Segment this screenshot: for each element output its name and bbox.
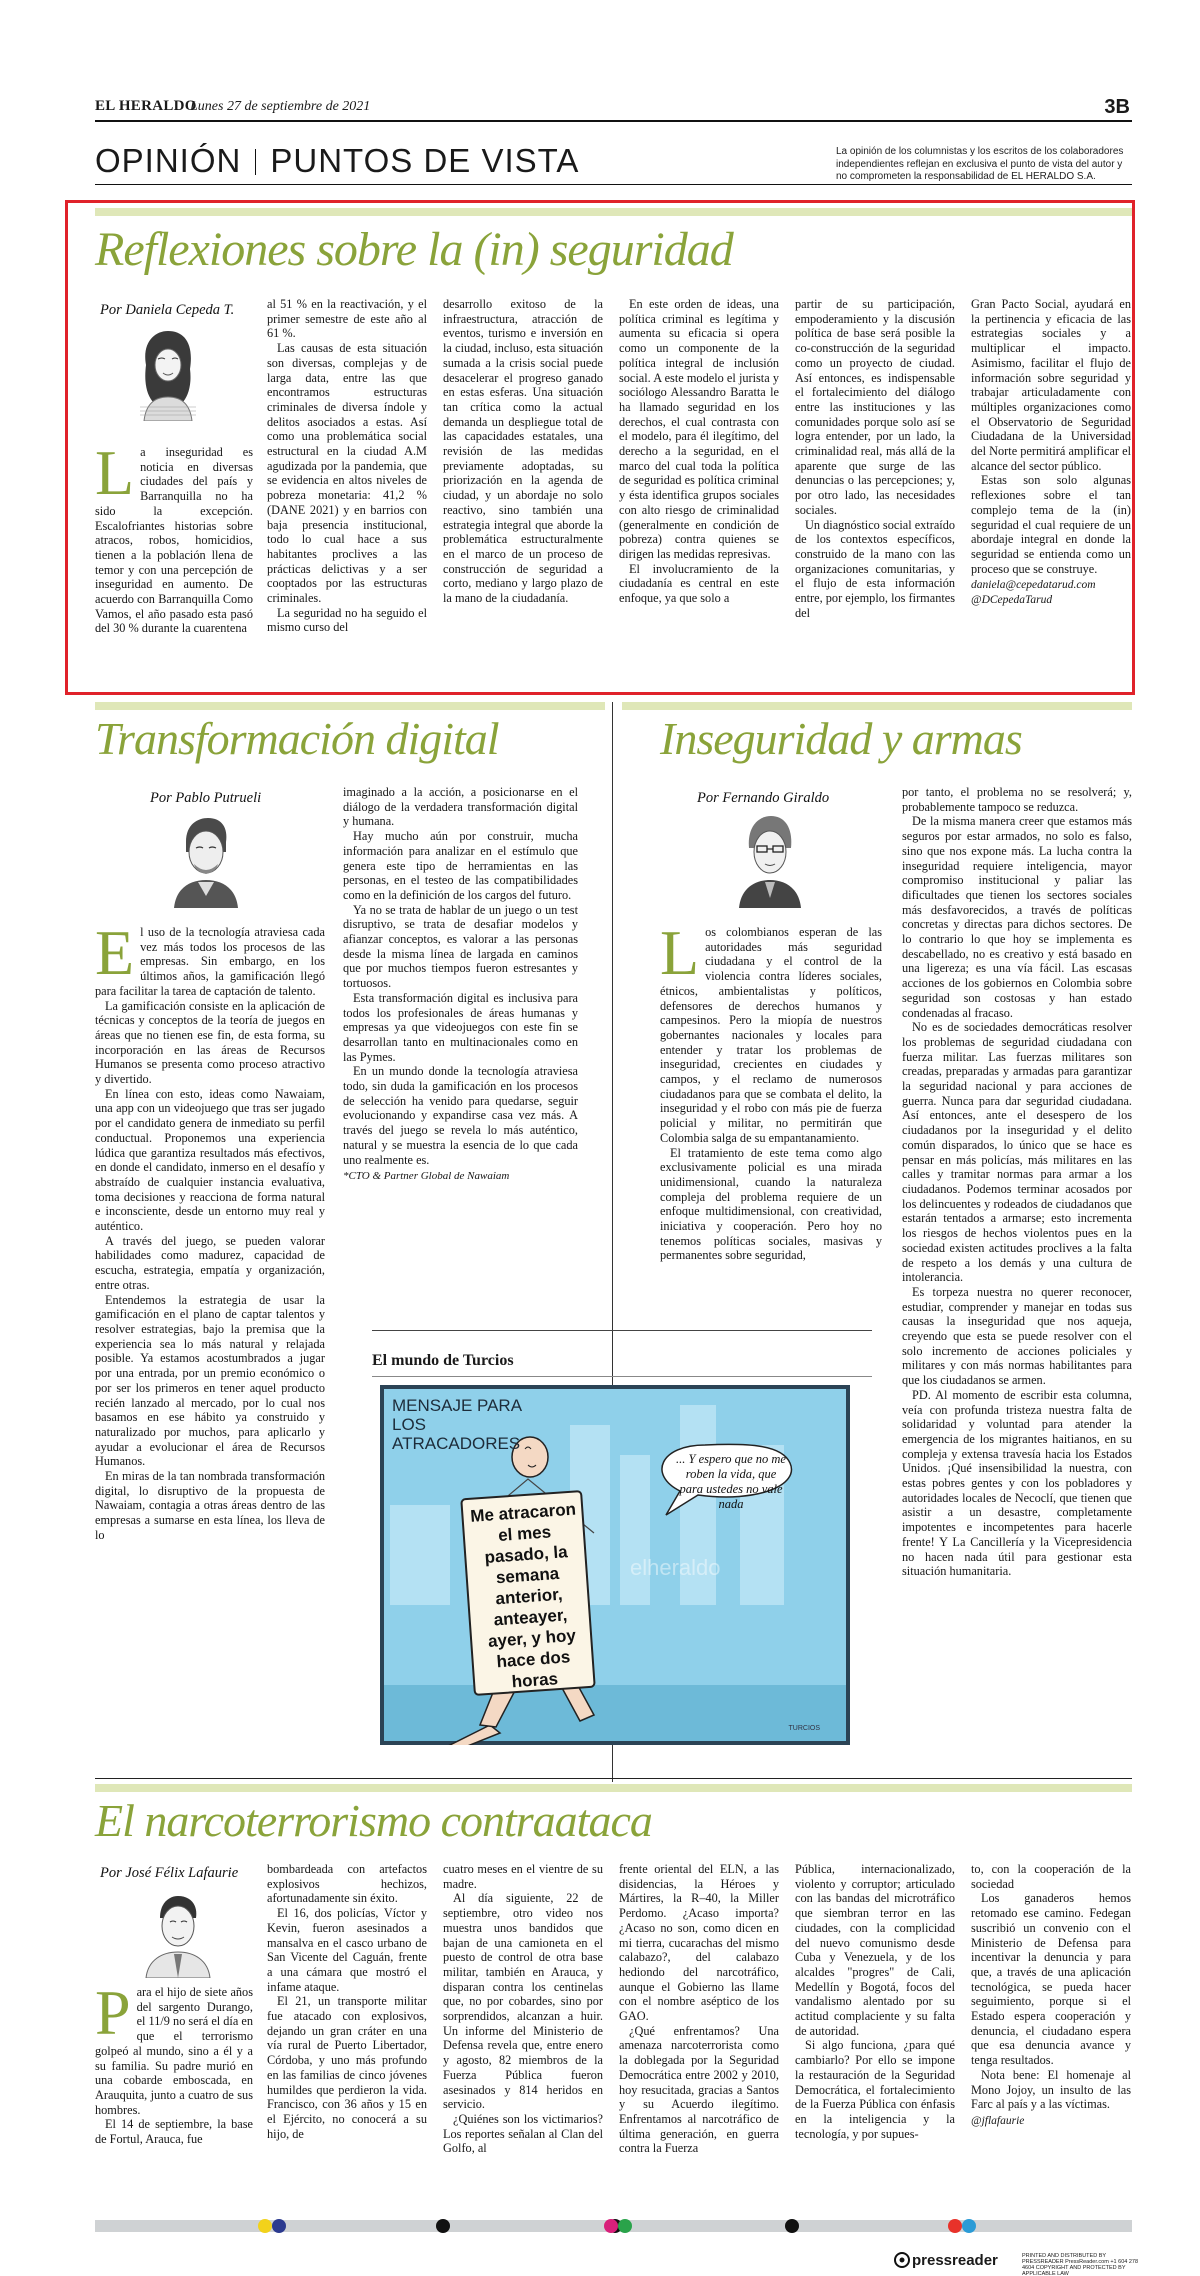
author-portrait-icon xyxy=(142,1888,214,1978)
paragraph: Las causas de esta situación son diversas, complejas y de larga data, entre las que encontramos estructuras criminales de diversa índole y delitos asociados a estas. Así como una problemática social estructural en la ciudad A.M agudizada por la pandemia, que se evidencia en altos niveles de pobreza monetaria: 41,2 % (DANE 2021) y en barrios con baja presencia institucional, todo lo cual hace a sus habitantes proclives a las prácticas delictivas y a ser cooptados por las estructuras criminales. xyxy=(267,341,427,606)
article-column-2 xyxy=(343,785,578,1325)
article-top-band xyxy=(95,208,1132,216)
article-column-5 xyxy=(795,297,955,685)
paragraph: ¿Quiénes son los victimarios? Los reportes señalan al Clan del Golfo, al xyxy=(443,2111,603,2156)
paragraph: En un mundo donde la tecnología atraviesa todo, sin duda la gamificación en los procesos de selección ha venido para quedarse, seguir evolucionando y expandirse casa vez más. A través del juego se revela lo más auténtico, natural y se muestra la esencia de lo que cada uno realmente es. xyxy=(343,1064,578,1167)
paragraph: frente oriental del ELN, a las disidencias, la Héroes y Mártires, la R–40, la Miller Perdomo. ¿Acaso importa? ¿Acaso no son, como dicen en mi tierra, cucarachas del mismo calabazo?, del calabazo hediondo del narcotráfico, aunque el Gobierno las llame con el nombre aséptico de los GAO. xyxy=(619,1862,779,2024)
article-top-band xyxy=(622,702,1132,710)
paragraph: desarrollo exitoso de la infraestructura, atracción de eventos, turismo e inversión en la ciudad, incluso, esta situación sumada a la crisis social puede desacelerar el progreso ganado en estas esferas. Una situación tan crítica como la actual demanda un despliegue total de las capacidades estatales, una revisión de las medidas previamente adoptadas, su priorización en la agenda de ciudad, y un abordaje no solo reactivo, sino también una estrategia integral que aborde la problemática estructuralmente en el marco de un proceso de construcción de seguridad a corto, mediano y largo plazo de la mano de la ciudadanía. xyxy=(443,297,603,606)
article-column-4 xyxy=(619,297,779,685)
article-column-4 xyxy=(619,1862,779,2210)
pressreader-brand: pressreader xyxy=(912,2252,998,2269)
paragraph: El 21, un transporte militar fue atacado con explosivos, dejando un gran cráter en una vía rural de Puerto Libertador, Córdoba, y uno más profundo en las familias de cinco jóvenes humildes que perdieron la vida. Francisco, con 36 años y 15 en el Ejército, no conocerá a su hijo, de xyxy=(267,1994,427,2141)
cartoon-top-rule xyxy=(372,1330,872,1331)
paragraph: ¿Qué enfrentamos? Una amenaza narcoterrorista como la doblegada por la Seguridad Democrática entre 2002 y 2010, hoy resucitada, gracias a Santos y su Acuerdo ilegítimo. Enfrentamos al narcotráfico de última generación, en guerra contra la Fuerza xyxy=(619,2023,779,2156)
newspaper-name: EL HERALDO xyxy=(95,98,197,114)
cartoon-header-text: MENSAJE PARA LOS ATRACADORES xyxy=(392,1396,522,1453)
paragraph: al 51 % en la reactivación, y el primer semestre de este año al 61 %. xyxy=(267,297,427,341)
section-title-puntos: PUNTOS DE VISTA xyxy=(270,142,580,179)
article-column-1 xyxy=(95,445,253,685)
registration-dot xyxy=(258,2219,272,2233)
registration-dot xyxy=(272,2219,286,2233)
registration-dot xyxy=(604,2219,618,2233)
paragraph: De la misma manera creer que estamos más seguros por estar armados, no solo es falso, sino que nos expone más. La lucha contra la inseguridad requiere inteligencia, mayor compromiso institucional y paliar las dificultades que tienen los sectores sociales más desfavorecidos, a través de políticas concretas y directas para dichos sectores. De lo contrario lo que hoy se implementa es descabellado, no es creativo y está basado en una ligereza; es una vía fácil. Las escasas acciones de los gobiernos en Colombia sobre seguridad son costosas y han estado condenadas al fracaso. xyxy=(902,814,1132,1020)
article-headline: Inseguridad y armas xyxy=(660,713,1022,764)
article-column-2 xyxy=(267,297,427,685)
paragraph: En miras de la tan nombrada transformación digital, lo disruptivo de la propuesta de Nawaiam, contagia a otras áreas dentro de las empresas a sumarse en esta línea, los lleva de lo xyxy=(95,1469,325,1542)
cartoon-label-rule xyxy=(372,1376,872,1377)
article-byline: Por Fernando Giraldo xyxy=(697,790,830,806)
article-top-band xyxy=(95,1784,1132,1792)
section-divider xyxy=(95,1778,1132,1779)
author-footnote: *CTO & Partner Global de Nawaiam xyxy=(343,1170,510,1183)
section-title-opinion: OPINIÓN xyxy=(95,142,242,179)
paragraph: El involucramiento de la ciudadanía es central en este enfoque, ya que solo a xyxy=(619,561,779,606)
author-handle[interactable]: @DCepedaTarud xyxy=(971,594,1053,607)
paragraph: Esta transformación digital es inclusiva para todos los profesionales de áreas humanas y empresas ya que videojuegos con este fin se desarrollan tanto en multinacionales como en las Pymes. xyxy=(343,990,578,1064)
paragraph: Es torpeza nuestra no querer reconocer, estudiar, comprender y manejar en todas sus causas la inseguridad que nos aqueja, creyendo que esta se puede resolver con el solo incremento de acciones policiales y militares y con más normas habilitantes para que los ciudadanos se armen. xyxy=(902,1284,1132,1388)
pressreader-fine-print: PRINTED AND DISTRIBUTED BY PRESSREADER PressReader.com +1 604 278 4604 COPYRIGHT AND PROTECTED BY APPLICABLE LAW xyxy=(1022,2253,1139,2276)
paragraph: partir de su participación, empoderamiento y la discusión política de base será posible la co-construcción de la seguridad como un proyecto de ciudad. Así entonces, es indispensable el fortalecimiento del diálogo entre las instituciones y las comunidades porque solo así se logra entender, por un lado, la criminalidad real, más allá de la aparente que surge de las denuncias o las percepciones; y, por otro lado, las necesidades sociales. xyxy=(795,297,955,517)
paragraph: Los ganaderos hemos retomado ese camino. Fedegan suscribió un convenio con el Ministerio de Defensa para incentivar la denuncia y para que, a través de una aplicación tecnológica, se pueda hacer seguimiento, porque si el Estado espera cooperación y denuncia, el ciudadano espera que esa denuncia avance y tenga resultados. xyxy=(971,1891,1131,2068)
paragraph: Entendemos la estrategia de usar la gamificación en el plano de captar talentos y resolver estrategias, bajo la premisa que la experiencia sea lo más natural y relajada posible. Ya estamos acostumbrados a jugar por una entrada, por un premio económico o por ser los primeros en tener aquel producto recién lanzado al mercado, por lo cual nos basamos en ese hábito ya construido y naturalizado por muchos, para aplicarlo y ayudar a evolucionar el área de Recursos Humanos. xyxy=(95,1292,325,1469)
article-column-6 xyxy=(971,297,1131,685)
drop-cap: P xyxy=(95,1985,131,2048)
paragraph: por tanto, el problema no se resolverá; y, probablemente tampoco se reduzca. xyxy=(902,785,1132,814)
paragraph: Al día siguiente, 22 de septiembre, otro video nos muestra unos bandidos que bajan de una camioneta en el puesto de control de otra base militar, también en Arauca, y disparan contra los centinelas que, no por cobardes, sino por sorprendidos, alcanzan a huir. Un informe del Ministerio de Defensa revela que, entre enero y agosto, 82 miembros de la Fuerza Pública fueron asesinados y 814 heridos en servicio. xyxy=(443,1891,603,2112)
cartoon-sign-text: Me atracaron el mes pasado, la semana anterior, anteayer, ayer, y hoy hace dos horas xyxy=(469,1499,577,1692)
paragraph: imaginado a la acción, a posicionarse en el diálogo de la verdadera transformación digital y humana. xyxy=(343,785,578,829)
drop-cap: L xyxy=(660,925,700,988)
paragraph: Estas son solo algunas reflexiones sobre el tan complejo tema de la (in) seguridad el cual requiere de un abordaje integral en donde la seguridad se entienda como un proceso que se construye. xyxy=(971,473,1131,576)
drop-cap: E xyxy=(95,925,135,988)
article-byline: Por Daniela Cepeda T. xyxy=(100,302,235,318)
article-column-1 xyxy=(660,925,882,1405)
registration-dot xyxy=(436,2219,450,2233)
paragraph: El 14 de septiembre, la base de Fortul, Arauca, fue xyxy=(95,2117,253,2147)
paragraph: ara el hijo de siete años del sargento Durango, el 11/9 no será el día en que el terrorismo golpeó al mundo, sino a él y a su familia. Su padre murió en una cobarde emboscada, en Arauquita, junto a cuatro de sus hombres. xyxy=(95,1985,253,2117)
paragraph: cuatro meses en el vientre de su madre. xyxy=(443,1862,603,1891)
paragraph: La seguridad no ha seguido el mismo curso del xyxy=(267,605,427,635)
paragraph: Ya no se trata de hablar de un juego o un test disruptivo, se trata de desafiar modelos y afianzar conceptos, es valorar a las personas desde la misma línea de largada en caminos que por muchos tiempos fueron estresantes y tortuosos. xyxy=(343,902,578,991)
paragraph: A través del juego, se pueden valorar habilidades como madurez, capacidad de escucha, estrategia, empatía y organización, entre otras. xyxy=(95,1233,325,1292)
cartoon-speech-bubble: ... Y espero que no me roben la vida, que para ustedes no vale nada xyxy=(676,1452,786,1511)
registration-dot xyxy=(948,2219,962,2233)
author-portrait-icon xyxy=(168,812,244,908)
article-headline: Reflexiones sobre la (in) seguridad xyxy=(95,223,733,276)
paragraph: En línea con esto, ideas como Nawaiam, una app con un videojuego que tras ser jugado por el candidato genera de inmediato su perfil conductual. Proponemos una experiencia lúdica que garantiza resultados más efectivos, en donde el candidato, inmerso en el desafío y abstraído de cualquier instancia evaluativa, toma decisiones y reacciona de forma natural e inconsciente, desde un entorno muy real y auténtico. xyxy=(95,1086,325,1234)
paragraph: os colombianos esperan de las autoridades más seguridad ciudadana y el control de la violencia contra líderes sociales, étnicos, ambientalistas y políticos, defensores de derechos humanos y campesinos. Pero la miopía de nuestros gobernantes nacionales y locales para entender y tratar los problemas de inseguridad, crecientes en ciudades y campos, y el reclamo de numerosos ciudadanos para que se combata el delito, la inseguridad y el robo con más pie de fuerza policial y militar, no permitirán que Colombia salga de su empantanamiento. xyxy=(660,925,882,1145)
article-column-2 xyxy=(902,785,1132,1755)
author-email[interactable]: daniela@cepedatarud.com xyxy=(971,579,1096,592)
section-rule xyxy=(95,184,1132,185)
section-title xyxy=(95,142,579,180)
masthead-rule xyxy=(95,120,1132,122)
cartoonist-signature: TURCIOS xyxy=(788,1725,820,1732)
author-portrait-icon xyxy=(735,812,805,908)
paragraph: No es de sociedades democráticas resolver los problemas de seguridad ciudadana con fuerza militar. Las fuerzas militares son creadas, preparadas y armadas para garantizar la seguridad nacional y para acciones de guerra. Nunca para dar seguridad ciudadana. Así entonces, ante el desespero de los ciudadanos por la inseguridad y el delito común disparados, lo único que se hace es pensar en más policías, más militares en las calles y tramitar normas para armar a los ciudadanos. Podemos terminar acosados por los delincuentes y rodeados de ciudadanos que estarán tentados a armarse; esto incrementa los riesgos de hechos violentos pues en la sociedad existen actitudes proclives a la falta de respeto a los demás y una cultura de intolerancia. xyxy=(902,1020,1132,1285)
section-title-divider xyxy=(255,149,256,175)
paragraph: Gran Pacto Social, ayudará en la pertinencia y eficacia de las estrategias sociales y a multiplicar el impacto. Asimismo, facilitar el flujo de información sobre seguridad y trabajar articuladamente con múltiples organizaciones como el Observatorio de Seguridad Ciudadana de la Universidad del Norte permitirá amplificar el alcance del sector público. xyxy=(971,297,1131,473)
paragraph: Pública, internacionalizado, violento y corruptor; articulado con las bandas del microtráfico que siembran terror en las ciudades, con la complicidad del nuevo comunismo desde Cuba y Venezuela, y de los alcaldes "progres" de Cali, Medellín y Bogotá, focos del vandalismo alentado por su actitud complaciente y su falta de autoridad. xyxy=(795,1862,955,2038)
paragraph: a inseguridad es noticia en diversas ciudades del país y Barranquilla no ha sido la excepción. Escalofriantes historias sobre atracos, robos, homicidios, tienen a la población llena de temor y con una percepción de inseguridad en aumento. De acuerdo con Barranquilla Como Vamos, el año pasado esta pasó del 30 % durante la cuarentena xyxy=(95,445,253,636)
article-column-3 xyxy=(443,1862,603,2210)
paragraph: El tratamiento de este tema como algo exclusivamente policial es una mirada unidimensional, cuando la naturaleza compleja del problema requiere de un enfoque multidimensional, con creatividad, iniciativa y cooperación. Pero hoy no tenemos políticas sociales, masivas y permanentes sobre seguridad, xyxy=(660,1145,882,1263)
drop-cap: L xyxy=(95,445,135,508)
page-number: 3B xyxy=(1104,96,1130,118)
article-column-2 xyxy=(267,1862,427,2210)
author-portrait-icon xyxy=(132,325,204,421)
article-top-band xyxy=(95,702,605,710)
article-byline: Por José Félix Lafaurie xyxy=(100,1865,239,1881)
paragraph: Hay mucho aún por construir, mucha información para analizar en el estímulo que genera este tipo de herramientas en las personas, en el testeo de las compatibilidades como en la definición de los cargos del futuro. xyxy=(343,829,578,902)
editorial-disclaimer: La opinión de los columnistas y los escritos de los colaboradores independientes reflejan en exclusiva el punto de vista del autor y no comprometen la responsabilidad de EL HERALDO S.A. xyxy=(836,146,1124,182)
paragraph: l uso de la tecnología atraviesa cada vez más todos los procesos de las empresas. Sin embargo, en los últimos años, la gamificación llegó para facilitar la tarea de captación de talento. xyxy=(95,925,325,998)
article-column-6 xyxy=(971,1862,1131,2210)
registration-dot xyxy=(618,2219,632,2233)
paragraph: El 16, dos policías, Víctor y Kevin, fueron asesinados a mansalva en el casco urbano de San Vicente del Caguán, frente a una cámara que mostró el infame ataque. xyxy=(267,1906,427,1994)
article-column-5 xyxy=(795,1862,955,2210)
paragraph: Si algo funciona, ¿para qué cambiarlo? Por ello se impone la restauración de la Seguridad Democrática, el fortalecimiento de la Fuerza Pública con énfasis en la inteligencia y la tecnología, y por supues- xyxy=(795,2038,955,2141)
paragraph: La gamificación consiste en la aplicación de técnicas y conceptos de la teoría de juegos en áreas que no tienen ese fin, de esta forma, su incorporación en las áreas de Recursos Humanos se presenta como proceso atractivo y divertido. xyxy=(95,998,325,1087)
pressreader-logo-icon xyxy=(894,2252,910,2268)
paragraph: PD. Al momento de escribir esta columna, veía con profunda tristeza nuestra falta de solidaridad y voluntad para atender la emergencia de los migrantes haitianos, en su compleja y extensa travesía hacia los Estados Unidos. ¡Qué insensibilidad la nuestra, con estas pobres gentes y con los pobladores y autoridades locales de Necoclí, que tienen que asistir a un desastre, completamente impotentes e incompetentes para hacerle frente! Y La Cancillería y la Vicepresidencia no hacen nada útil para gestionar esta situación humanitaria. xyxy=(902,1387,1132,1579)
paragraph: En este orden de ideas, una política criminal es legítima y aumenta su eficacia si opera como un componente de la política integral de inclusión social. A este modelo el jurista y sociólogo Alessandro Baratta le ha llamado seguridad en los derechos, el cual contrasta con el modelo, para él ilegítimo, del derecho a la seguridad, en el marco del cual toda la política de seguridad es política criminal y ésta identifica grupos sociales con alto riesgo de criminalidad (generalmente en condición de pobreza) contra quienes se dirigen las medidas represivas. xyxy=(619,297,779,561)
paragraph: Un diagnóstico social extraído de los contextos específicos, construido de la mano con las organizaciones comunitarias, y el flujo de esta información entre, por ejemplo, los firmantes del xyxy=(795,517,955,620)
article-column-1 xyxy=(95,1985,253,2210)
issue-date: Lunes 27 de septiembre de 2021 xyxy=(190,99,371,114)
article-column-3 xyxy=(443,297,603,685)
watermark: elheraldo xyxy=(630,1555,721,1580)
article-byline: Por Pablo Putrueli xyxy=(150,790,262,806)
registration-dot xyxy=(962,2219,976,2233)
paragraph: Nota bene: El homenaje al Mono Jojoy, un insulto de las Farc al país y a las víctimas. xyxy=(971,2067,1131,2112)
article-headline: El narcoterrorismo contraataca xyxy=(95,1795,652,1846)
author-handle[interactable]: @jflafaurie xyxy=(971,2114,1025,2127)
article-headline: Transformación digital xyxy=(95,713,499,764)
registration-dot xyxy=(785,2219,799,2233)
cartoon-section-label: El mundo de Turcios xyxy=(372,1352,514,1369)
paragraph: bombardeada con artefactos explosivos hechizos, afortunadamente sin éxito. xyxy=(267,1862,427,1906)
paragraph: to, con la cooperación de la sociedad xyxy=(971,1862,1131,1891)
